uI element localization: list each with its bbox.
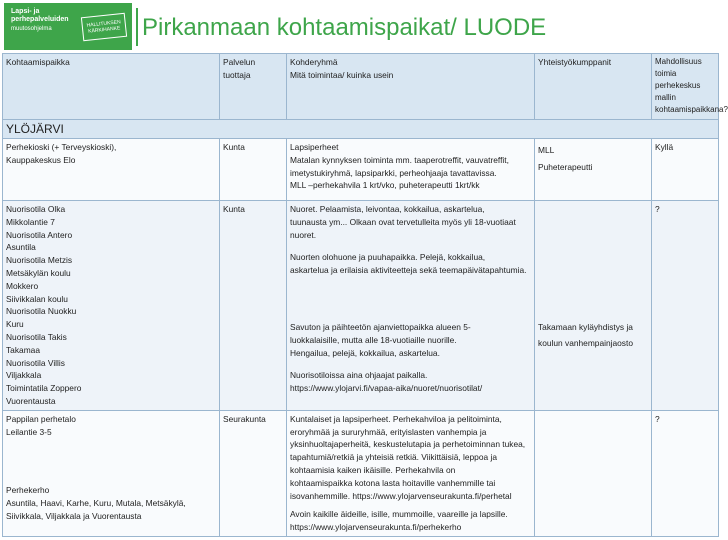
header-provider: Palvelun tuottaja [220,54,287,120]
header-possibility: Mahdollisuus toimia perhekeskus mallin kohtaamispaikkana? [652,54,719,120]
cell-provider: Kunta [220,201,287,411]
program-logo [4,3,132,50]
cell-place: Pappilan perhetalo Leilantie 3-5 Perhekerho Asuntila, Haavi, Karhe, Kuru, Mutala, Metsäkylä, Siivikkala, Viljakkala ja Vuorentausta [3,410,220,536]
cell-target: Nuoret. Pelaamista, leivontaa, kokkailua, askartelua, tuunausta ym... Olkaan ovat tervetulleita myös yli 18-vuotiaat nuoret. Nuorten olohuone ja puuhapaikka. Pelejä, kokkailua, askartelua ja erilaisia aktiviteetteja sekä teemapäivätapahtumia. Savuton ja päihteetön ajanviettopaikka alueen 5- luokkalaisille, mutta alle 18-vuotiaille nuorille. Hengailua, pelejä, kokkailua, askartelua. Nuorisotiloissa aina ohjaajat paikalla. https://www.ylojarvi.fi/vapaa-aika/nuoret/nuorisotilat/ [287,201,535,411]
cell-place: Nuorisotila Olka Mikkolantie 7 Nuorisotila Antero Asuntila Nuorisotila Metzis Metsäkylän koulu Mokkero Siivikkalan koulu Nuorisotila Nuokku Kuru Nuorisotila Takis Takamaa Nuorisotila Villis Viljakkala Toimintatila Zoppero Vuorentausta [3,201,220,411]
cell-target: Kuntalaiset ja lapsiperheet. Perhekahviloa ja pelitoiminta, eroryhmää ja sururyhmää, erityislasten vanhempia ja yksinhuoltajaperheitä, keskustelutapia ja perhetoiminnan tukea, tapahtumiä/retkiä ja yhteisiä retkiä. Viikittäisiä, leppoa ja kohtaamisia kaiken ikäisille. Perhekahvila on kohtaamispaikka kotona lasta hoitaville vanhemmille tai isovanhemmille. https://www.ylojarvenseurakunta.fi/perhetal Avoin kaikille äideille, isille, mummoille, vaareille ja lapsille. https://www.ylojarvenseurakunta.fi/perhekerho [287,410,535,536]
logo-text [11,8,73,33]
cell-partners: MLL Puheterapeutti [535,139,652,201]
table-row [3,410,719,536]
slide-header [0,0,720,55]
section-row [3,120,719,139]
header-place: Kohtaamispaikka [3,54,220,120]
meeting-places-table [2,53,728,537]
table-row [3,139,719,201]
table-row [3,201,719,411]
cell-place: Perhekioski (+ Terveyskioski), Kauppakeskus Elo [3,139,220,201]
cell-possibility: ? [652,410,719,536]
cell-target: Lapsiperheet Matalan kynnyksen toiminta mm. taaperotreffit, vauvatreffit, imetystukiryhmä, lapsiparkki, perheohjaaja tavattavissa. MLL –perhekahvila 1 krt/vko, puheterapeutti 1krt/kk [287,139,535,201]
cell-partners: Takamaan kyläyhdistys ja koulun vanhempainjaosto [535,201,652,411]
cell-provider: Seurakunta [220,410,287,536]
logo-line-2: perhepalveluiden [11,16,69,23]
logo-line-3: muutosohjelma [11,26,52,32]
cell-possibility: ? [652,201,719,411]
page-title: Pirkanmaan kohtaamispaikat/ LUODE [142,14,547,41]
cell-possibility: Kyllä [652,139,719,201]
title-bar [136,8,728,46]
cell-partners [535,410,652,536]
header-target: Kohderyhmä Mitä toimintaa/ kuinka usein [287,54,535,120]
logo-line-1: Lapsi- ja [11,8,40,15]
logo-stamp: HALLITUKSEN KÄRKIHANKE [81,13,127,41]
section-title: YLÖJÄRVI [3,120,719,139]
cell-provider: Kunta [220,139,287,201]
header-partners: Yhteistyökumppanit [535,54,652,120]
table-header-row [3,54,719,120]
